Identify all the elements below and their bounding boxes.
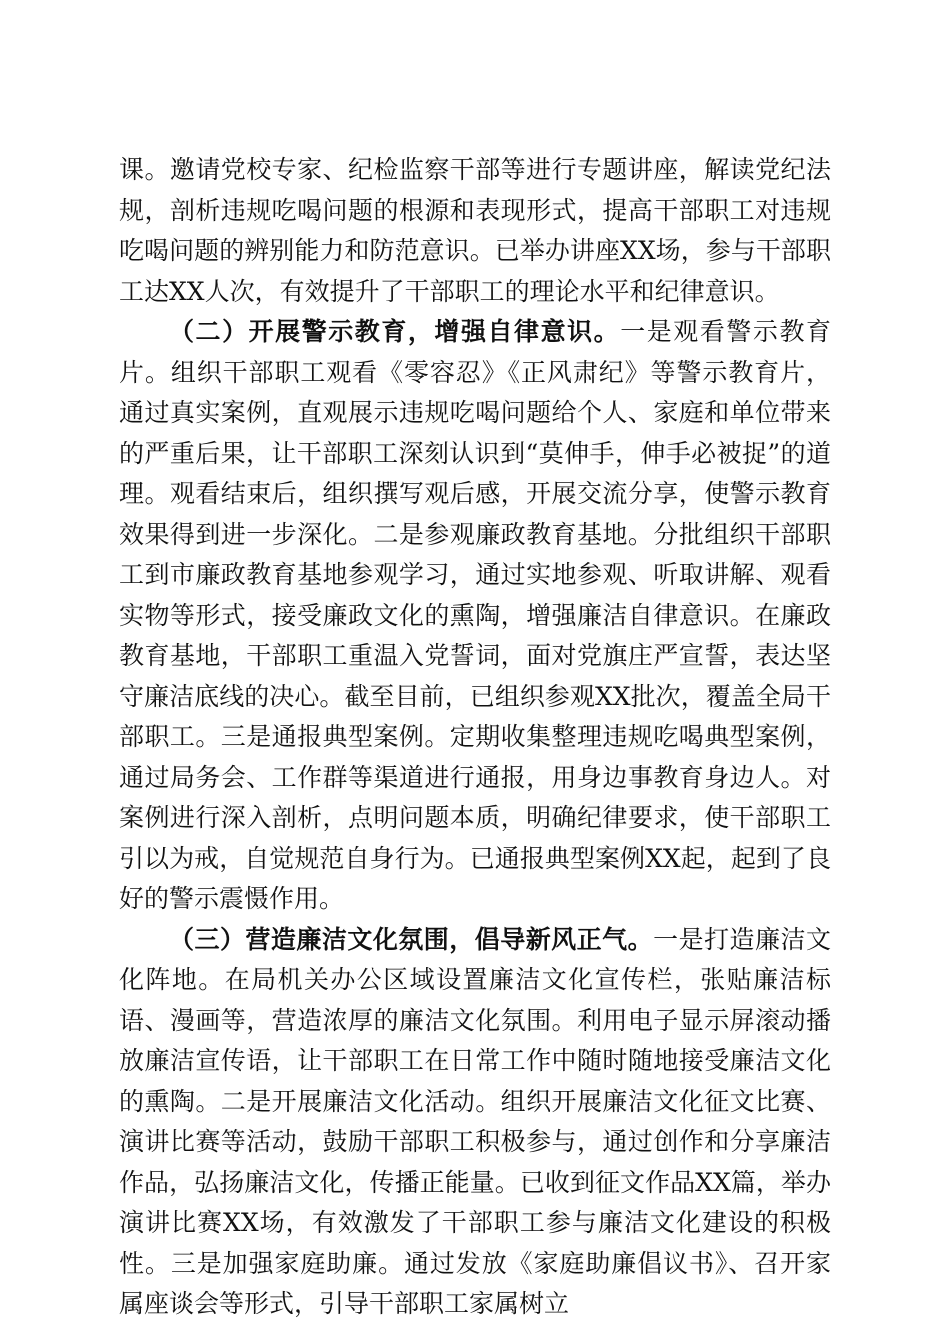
paragraph-continuation	[119, 150, 831, 312]
paragraph-text: 课。邀请党校专家、纪检监察干部等进行专题讲座，解读党纪法规，剖析违规吃喝问题的根源和表现形式，提高干部职工对违规吃喝问题的辨别能力和防范意识。已举办讲座XX场，参与干部职工达XX人次，有效提升了干部职工的理论水平和纪律意识。	[119, 155, 831, 306]
paragraph-text: 一是打造廉洁文化阵地。在局机关办公区域设置廉洁文化宣传栏，张贴廉洁标语、漫画等，营造浓厚的廉洁文化氛围。利用电子显示屏滚动播放廉洁宣传语，让干部职工在日常工作中随时随地接受廉洁文化的熏陶。二是开展廉洁文化活动。组织开展廉洁文化征文比赛、演讲比赛等活动，鼓励干部职工积极参与，通过创作和分享廉洁作品，弘扬廉洁文化，传播正能量。已收到征文作品XX篇，举办演讲比赛XX场，有效激发了干部职工参与廉洁文化建设的积极性。三是加强家庭助廉。通过发放《家庭助廉倡议书》、召开家属座谈会等形式，引导干部职工家属树立	[119, 924, 831, 1318]
paragraph-text: 一是观看警示教育片。组织干部职工观看《零容忍》《正风肃纪》等警示教育片，通过真实案例，直观展示违规吃喝问题给个人、家庭和单位带来的严重后果，让干部职工深刻认识到“莫伸手，伸手必被捉”的道理。观看结束后，组织撰写观后感，开展交流分享，使警示教育效果得到进一步深化。二是参观廉政教育基地。分批组织干部职工到市廉政教育基地参观学习，通过实地参观、听取讲解、观看实物等形式，接受廉政文化的熏陶，增强廉洁自律意识。在廉政教育基地，干部职工重温入党誓词，面对党旗庄严宣誓，表达坚守廉洁底线的决心。截至目前，已组织参观XX批次，覆盖全局干部职工。三是通报典型案例。定期收集整理违规吃喝典型案例，通过局务会、工作群等渠道进行通报，用身边事教育身边人。对案例进行深入剖析，点明问题本质，明确纪律要求，使干部职工引以为戒，自觉规范自身行为。已通报典型案例XX起，起到了良好的警示震慑作用。	[119, 317, 831, 913]
section-heading: （二）开展警示教育，增强自律意识。	[169, 317, 621, 346]
paragraph-section-2	[119, 312, 831, 920]
paragraph-section-3	[119, 920, 831, 1325]
document-body	[119, 150, 831, 1325]
section-heading: （三）营造廉洁文化氛围，倡导新风正气。	[169, 924, 654, 954]
